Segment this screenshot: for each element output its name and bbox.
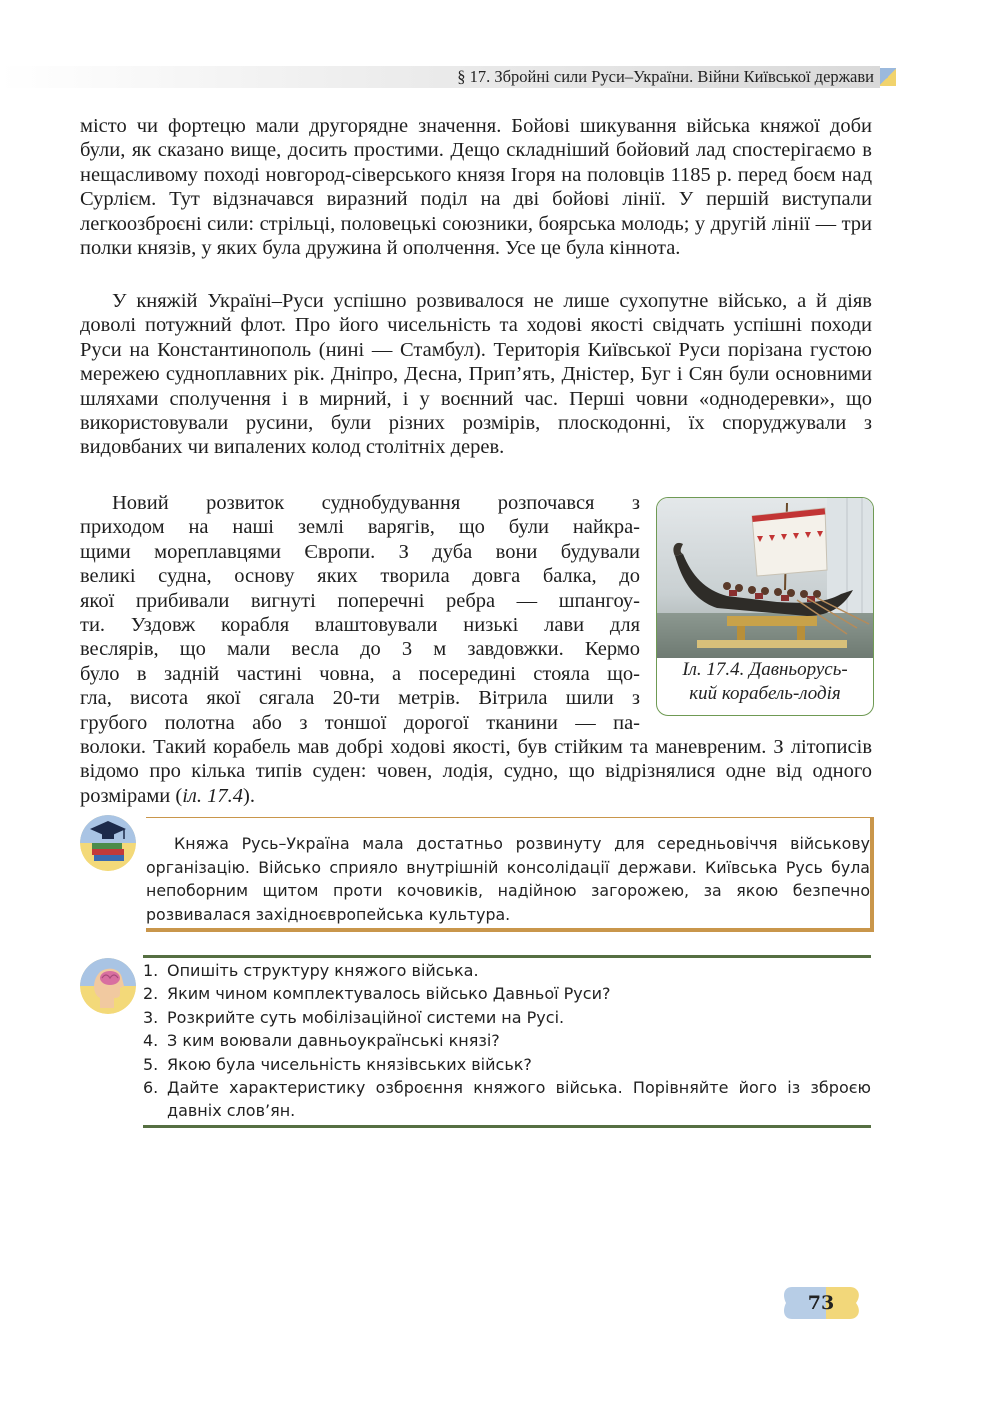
question-item: 5. Якою була чисельність князівських військ? <box>143 1054 532 1074</box>
header-corner-mark <box>880 68 896 86</box>
p3-tail-text: волоки. Такий корабель мав добрі ходові якості, був стійким та маневреним. З літописів відомо про кілька типів суден: човен, лодія, судно, що відрізнялися одне від одного розмірами ( <box>80 736 872 807</box>
question-item: 6. Дайте характеристику озброєння княжого війська. Порівняйте його із зброєю давніх слов’ян. <box>143 1078 871 1121</box>
p3-line: веслярів, що мали весла до 3 м завдовжки. Кермо <box>80 638 640 661</box>
p3-line: великі судна, основу яких творила довга балка, до <box>80 565 640 588</box>
graduation-cap-books-icon <box>80 815 136 871</box>
paragraph-2: У княжій Україні–Руси успішно розвивалося не лише сухопутне військо, а й діяв доволі потужний флот. Про його чисельність та ходові якості свідчать успішні походи Руси на Константинополь (нині — Стамбул). Територія Київської Руси порізана густою мережею судноплавних рік. Дніпро, Десна, Прип’ять, Дністер, Буг і Сян були основними шляхами сполучення і в мирний, і у воєнний час. Перші човни «однодеревки», що використовували русини, були різних розмірів, плоскодонні, їх споруджували з видовбаних чи випалених колод столітніх дерев. <box>80 290 872 459</box>
p3-line: щими мореплавцями Європи. З дуба вони будували <box>80 540 640 563</box>
page-number: 73 <box>807 1292 835 1314</box>
caption-line-2: кий корабель-лодія <box>689 683 841 704</box>
p3-line: гла, висота якої сягала 20-ти метрів. Вітрила шили з <box>80 687 640 710</box>
question-item: 1. Опишіть структуру княжого війська. <box>143 961 479 980</box>
figure-caption <box>657 658 873 706</box>
questions-list <box>143 959 871 1123</box>
paragraph-3-wrapped <box>80 491 640 735</box>
question-item: 2. Яким чином комплектувалось військо Давньої Руси? <box>143 984 611 1004</box>
questions-bottom-rule <box>143 1125 871 1128</box>
paragraph-2-block <box>80 289 872 460</box>
paragraph-1: місто чи фортецю мали другорядне значення. Бойові шикування війська княжої доби були, як сказано вище, досить простими. Дещо складніший бойовий лад спостерігаємо в нещасливому поході новгород-сіверського князя Ігоря на половців 1185 р. перед боєм над Сурлієм. Тут відзначався виразний поділ на дві бойові лінії. У першій виступали легкоозброєні сили: стрільці, половецькі союзники, боярська молодь; у другій лінії — три полки князів, у яких була дружина й ополчення. Усе це була кіннота. <box>80 115 872 260</box>
p3-line: якої прибивали вигнуті поперечні ребра — шпангоу- <box>80 589 640 612</box>
viking-ship-photo <box>657 498 873 658</box>
p3-line: Новий розвиток суднобудування розпочався з <box>112 492 640 514</box>
summary-text <box>146 832 870 926</box>
questions-top-rule <box>143 955 871 958</box>
figure-17-4 <box>656 497 874 716</box>
figure-reference[interactable]: іл. 17.4 <box>182 784 243 807</box>
p3-line: ти. Уздовж корабля влаштовували низькі лави для <box>80 614 640 637</box>
paragraph-3-tail <box>80 735 872 808</box>
question-item: 4. З ким воювали давньоукраїнські князі? <box>143 1031 500 1051</box>
p3-line: грубого полотна або з тоншої дорогої тканини — па- <box>80 711 640 734</box>
caption-line-1: Іл. 17.4. Давньорусь- <box>682 659 848 680</box>
paragraph-1-block <box>80 114 872 260</box>
head-brain-icon <box>80 958 136 1014</box>
running-header-title: § 17. Збройні сили Руси–України. Війни Київської держави <box>457 67 874 86</box>
summary-paragraph: Княжа Русь–Україна мала достатньо розвинуту для середньовіччя військову організацію. Військо сприяло внутрішній консолідації держави. Київська Русь була непоборним щитом проти кочовиків, надійною загорожею, за якою безпечно розвивалася західноєвропейська культура. <box>146 834 870 924</box>
p3-end: ). <box>243 784 255 807</box>
question-item: 3. Розкрийте суть мобілізаційної системи на Русі. <box>143 1007 565 1027</box>
p3-line: приходом на наші землі варягів, що були найкра- <box>80 516 640 539</box>
p3-line: було в задній частині човна, а посередині стояла що- <box>80 662 640 685</box>
